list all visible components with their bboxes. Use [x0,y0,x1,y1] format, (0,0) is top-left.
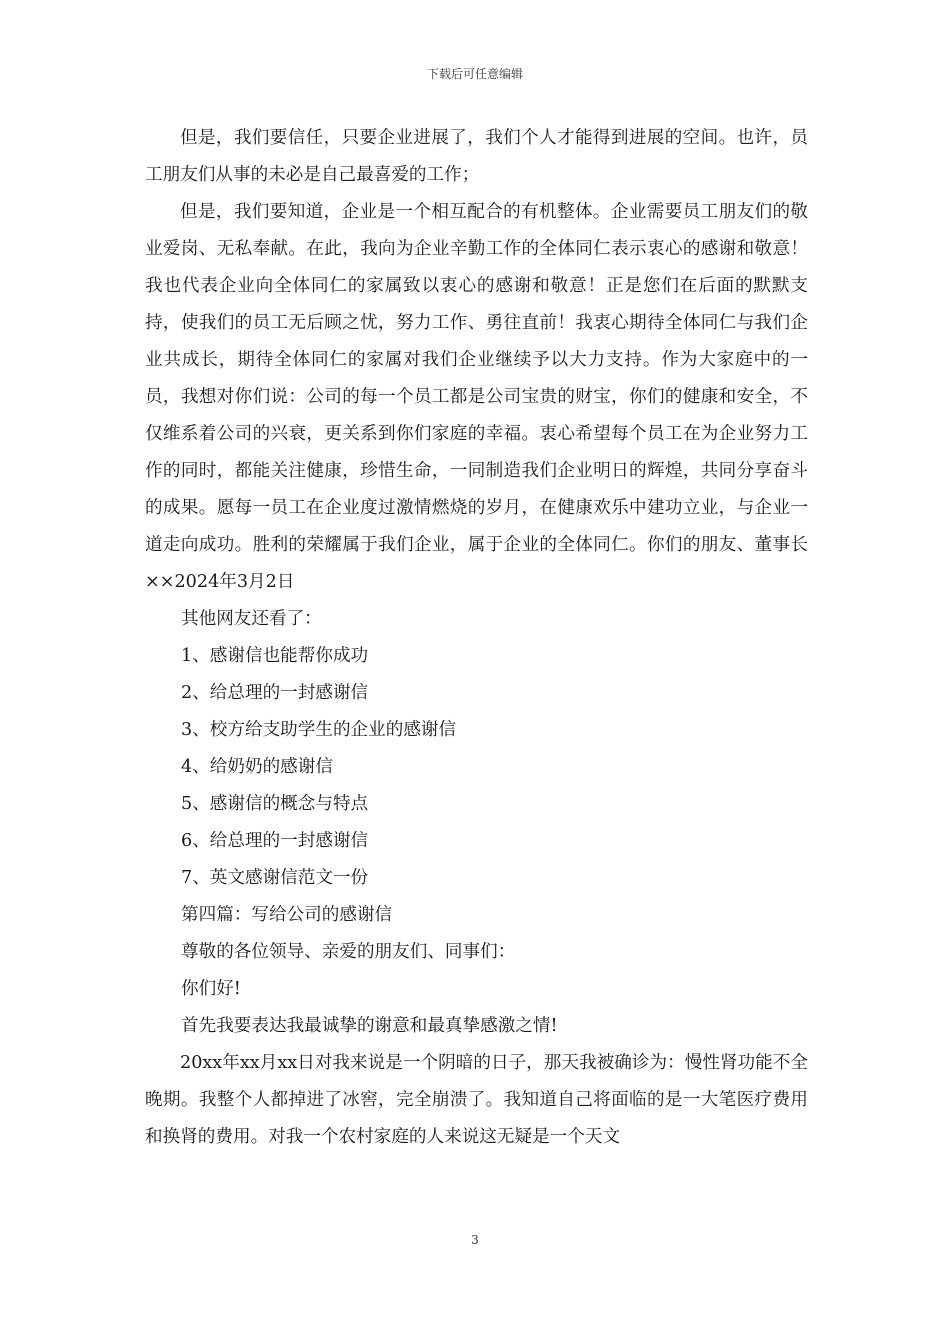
paragraph-2: 但是，我们要知道，企业是一个相互配合的有机整体。企业需要员工朋友们的敬业爱岗、无私奉献。在此，我向为企业辛勤工作的全体同仁表示衷心的感谢和敬意！我也代表企业向全体同仁的家属致以衷心的感谢和敬意！正是您们在后面的默默支持，使我们的员工无后顾之忧，努力工作、勇往直前！我衷心期待全体同仁与我们企业共成长，期待全体同仁的家属对我们企业继续予以大力支持。作为大家庭中的一员，我想对你们说：公司的每一个员工都是公司宝贵的财宝，你们的健康和安全，不仅维系着公司的兴衰，更关系到你们家庭的幸福。衷心希望每个员工在为企业努力工作的同时，都能关注健康，珍惜生命，一同制造我们企业明日的辉煌，共同分享奋斗的成果。愿每一员工在企业度过激情燃烧的岁月，在健康欢乐中建功立业，与企业一道走向成功。胜利的荣耀属于我们企业，属于企业的全体同仁。你们的朋友、董事长××2024年3月2日 [145,202,808,592]
related-item-5[interactable]: 5、感谢信的概念与特点 [181,794,369,814]
related-item-2[interactable]: 2、给总理的一封感谢信 [181,683,369,703]
paragraph-1: 但是，我们要信任，只要企业进展了，我们个人才能得到进展的空间。也许，员工朋友们从事的未必是自己最喜爱的工作； [145,128,808,185]
opening-line: 首先我要表达我最诚挚的谢意和最真挚感激之情! [181,1016,558,1036]
related-item-1[interactable]: 1、感谢信也能帮你成功 [181,646,369,666]
related-item-3[interactable]: 3、校方给支助学生的企业的感谢信 [181,720,457,740]
paragraph-last: 20xx年xx月xx日对我来说是一个阴暗的日子，那天我被确诊为：慢性肾功能不全晚期。我整个人都掉进了冰窖，完全崩溃了。我知道自己将面临的是一大笔医疗费用和换肾的费用。对我一个农村家庭的人来说这无疑是一个天文 [145,1053,808,1147]
document-body [145,120,808,1156]
greeting: 你们好! [181,979,241,999]
salutation: 尊敬的各位领导、亲爱的朋友们、同事们： [181,942,516,962]
page-header: 下载后可任意编辑 [426,67,523,81]
related-item-6[interactable]: 6、给总理的一封感谢信 [181,831,369,851]
related-item-7[interactable]: 7、英文感谢信范文一份 [181,868,369,888]
section-title: 第四篇：写给公司的感谢信 [181,905,393,925]
related-item-4[interactable]: 4、给奶奶的感谢信 [181,757,333,777]
others-heading: 其他网友还看了： [181,609,322,629]
page-number: 3 [471,1233,479,1247]
